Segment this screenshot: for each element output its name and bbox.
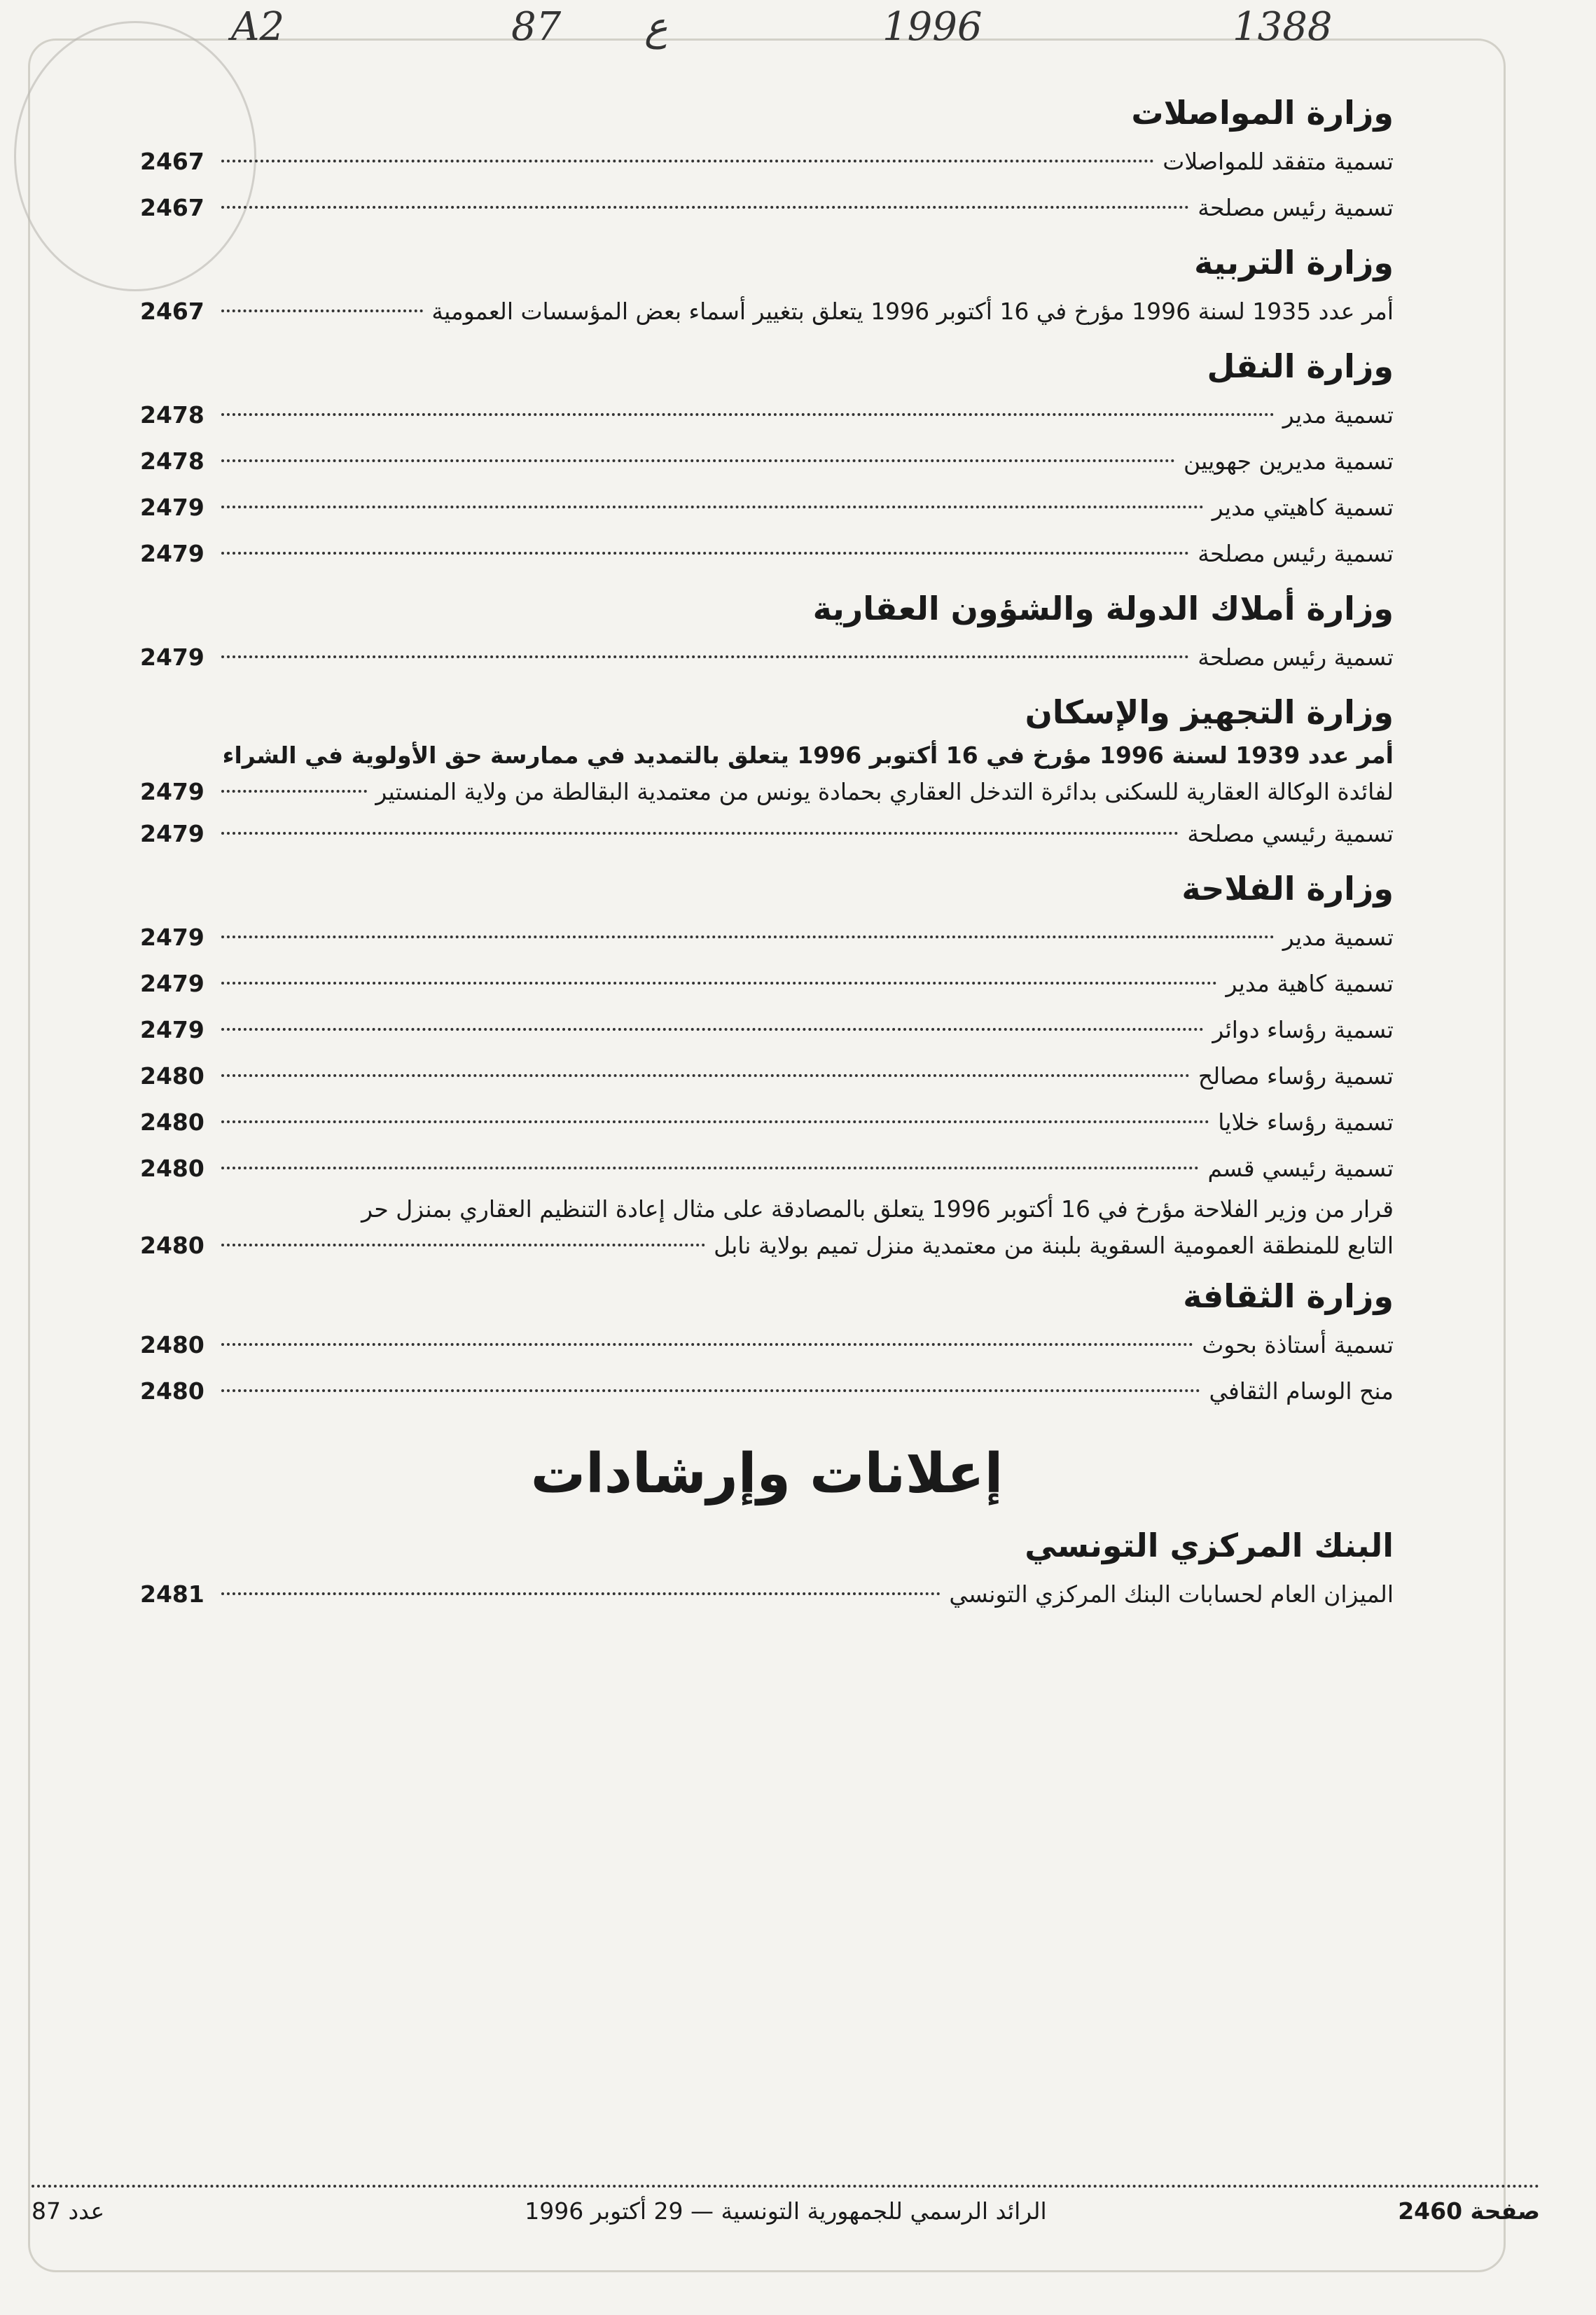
- table-of-contents: [140, 84, 1394, 1630]
- decree-text-line: قرار من وزير الفلاحة مؤرخ في 16 أكتوبر 1996 يتعلق بالمصادقة على مثال إعادة التنظيم العقاري بمنزل حر: [361, 1195, 1394, 1223]
- dot-leader: [221, 655, 1189, 658]
- entry-text: تسمية متفقد للمواصلات: [1163, 148, 1394, 175]
- entry-text: تسمية مدير: [1282, 924, 1394, 951]
- dot-leader: [221, 1389, 1200, 1392]
- toc-entry[interactable]: [140, 1053, 1394, 1099]
- toc-entry[interactable]: [140, 485, 1394, 531]
- entry-page: 2479: [140, 540, 204, 567]
- section-education: [140, 244, 1394, 335]
- handwritten-ain: ع: [644, 4, 668, 50]
- toc-entry[interactable]: [140, 531, 1394, 577]
- entry-page: 2467: [140, 298, 204, 325]
- toc-entry[interactable]: [140, 1571, 1394, 1618]
- dot-leader: [221, 160, 1154, 162]
- section-heading: وزارة النقل: [1207, 347, 1394, 385]
- section-agriculture: [140, 870, 1394, 1265]
- toc-entry[interactable]: [140, 1322, 1394, 1368]
- entry-text: تسمية مديرين جهويين: [1184, 447, 1394, 475]
- handwritten-year: 1996: [882, 4, 983, 50]
- dot-leader: [221, 1028, 1204, 1031]
- entry-text: أمر عدد 1935 لسنة 1996 مؤرخ في 16 أكتوبر 1996 يتعلق بتغيير أسماء بعض المؤسسات العمومية: [431, 298, 1394, 325]
- section-equipment-housing: [140, 693, 1394, 857]
- section-culture: [140, 1277, 1394, 1414]
- section-heading: وزارة التربية: [1194, 244, 1394, 281]
- entry-text: تسمية رؤساء دوائر: [1212, 1016, 1394, 1043]
- dot-leader: [221, 552, 1189, 555]
- section-central-bank: [140, 1527, 1394, 1618]
- toc-entry[interactable]: [140, 185, 1394, 231]
- entry-page: 2480: [140, 1377, 204, 1405]
- announcements-title: إعلانات وإرشادات: [530, 1442, 1004, 1506]
- toc-entry[interactable]: [140, 1146, 1394, 1192]
- toc-entry[interactable]: [140, 438, 1394, 485]
- toc-entry[interactable]: [140, 961, 1394, 1007]
- toc-entry[interactable]: [140, 1007, 1394, 1053]
- toc-entry[interactable]: [140, 1227, 1394, 1265]
- entry-text: تسمية رئيس مصلحة: [1198, 644, 1394, 671]
- entry-page: 2479: [140, 1016, 204, 1043]
- dot-leader: [221, 1244, 705, 1246]
- section-heading: البنك المركزي التونسي: [1025, 1527, 1394, 1564]
- entry-text: تسمية كاهية مدير: [1226, 970, 1394, 997]
- journal-title-date: الرائد الرسمي للجمهورية التونسية — 29 أكتوبر 1996: [525, 2197, 1047, 2225]
- entry-page: 2467: [140, 194, 204, 221]
- toc-entry[interactable]: [140, 288, 1394, 335]
- entry-page: 2479: [140, 778, 204, 805]
- toc-entry[interactable]: [140, 139, 1394, 185]
- toc-entry[interactable]: [140, 773, 1394, 811]
- entry-text: منح الوسام الثقافي: [1209, 1377, 1394, 1405]
- entry-page: 2480: [140, 1232, 204, 1259]
- section-communications: [140, 94, 1394, 231]
- toc-entry[interactable]: [140, 634, 1394, 681]
- dot-leader: [221, 310, 423, 312]
- entry-text: تسمية كاهيتي مدير: [1212, 494, 1394, 521]
- entry-page: 2479: [140, 644, 204, 671]
- entry-page: 2481: [140, 1580, 204, 1608]
- toc-entry[interactable]: [140, 392, 1394, 438]
- section-state-property: [140, 590, 1394, 681]
- handwritten-a2: A2: [231, 4, 285, 50]
- section-heading: وزارة الثقافة: [1183, 1277, 1394, 1315]
- entry-page: 2479: [140, 820, 204, 847]
- page-footer: [32, 2197, 1540, 2239]
- entry-text: تسمية رئيس مصلحة: [1198, 194, 1394, 221]
- section-heading: وزارة التجهيز والإسكان: [1025, 693, 1394, 731]
- handwritten-ref: 1388: [1233, 4, 1333, 50]
- entry-page: 2478: [140, 401, 204, 429]
- section-transport: [140, 347, 1394, 577]
- dot-leader: [221, 790, 367, 793]
- section-heading: وزارة أملاك الدولة والشؤون العقارية: [812, 590, 1394, 627]
- dot-leader: [221, 506, 1204, 508]
- entry-text: تسمية رئيسي مصلحة: [1187, 820, 1394, 847]
- toc-entry[interactable]: [140, 915, 1394, 961]
- dot-leader: [221, 936, 1275, 938]
- dot-leader: [221, 413, 1275, 416]
- entry-text: لفائدة الوكالة العقارية للسكنى بدائرة التدخل العقاري بحمادة يونس من معتمدية البقالطة من ولاية المنستير: [375, 778, 1394, 805]
- entry-page: 2478: [140, 447, 204, 475]
- entry-text: تسمية رئيسي قسم: [1207, 1155, 1394, 1182]
- entry-page: 2479: [140, 494, 204, 521]
- section-heading: وزارة المواصلات: [1131, 94, 1394, 132]
- dot-leader: [221, 1167, 1199, 1169]
- dot-leader: [221, 1120, 1209, 1123]
- entry-text: تسمية رؤساء خلايا: [1218, 1108, 1394, 1136]
- entry-text: التابع للمنطقة العمومية السقوية بلبنة من معتمدية منزل تميم بولاية نابل: [714, 1232, 1394, 1259]
- dot-leader: [221, 982, 1217, 985]
- entry-page: 2480: [140, 1155, 204, 1182]
- entry-text: تسمية رؤساء مصالح: [1198, 1062, 1394, 1090]
- entry-page: 2479: [140, 924, 204, 951]
- dot-leader: [221, 1074, 1190, 1077]
- issue-number: عدد 87: [32, 2197, 105, 2225]
- entry-page: 2480: [140, 1062, 204, 1090]
- handwritten-87: 87: [511, 4, 562, 50]
- entry-page: 2480: [140, 1108, 204, 1136]
- dot-leader: [221, 832, 1179, 835]
- dot-leader: [221, 1592, 941, 1595]
- dot-leader: [221, 206, 1189, 209]
- entry-page: 2479: [140, 970, 204, 997]
- footer-divider: [32, 2185, 1540, 2188]
- section-heading: وزارة الفلاحة: [1181, 870, 1394, 908]
- dot-leader: [221, 459, 1175, 462]
- toc-entry[interactable]: [140, 1099, 1394, 1146]
- decree-text-line: أمر عدد 1939 لسنة 1996 مؤرخ في 16 أكتوبر 1996 يتعلق بالتمديد في ممارسة حق الأولوية في الشراء: [222, 742, 1394, 769]
- toc-entry[interactable]: [140, 811, 1394, 857]
- dot-leader: [221, 1343, 1193, 1346]
- toc-entry[interactable]: [140, 1368, 1394, 1414]
- entry-text: تسمية مدير: [1282, 401, 1394, 429]
- entry-text: تسمية رئيس مصلحة: [1198, 540, 1394, 567]
- entry-page: 2480: [140, 1331, 204, 1358]
- entry-page: 2467: [140, 148, 204, 175]
- entry-text: الميزان العام لحسابات البنك المركزي التونسي: [949, 1580, 1394, 1608]
- page-number: صفحة 2460: [1398, 2197, 1540, 2225]
- entry-text: تسمية أستاذة بحوث: [1202, 1331, 1394, 1358]
